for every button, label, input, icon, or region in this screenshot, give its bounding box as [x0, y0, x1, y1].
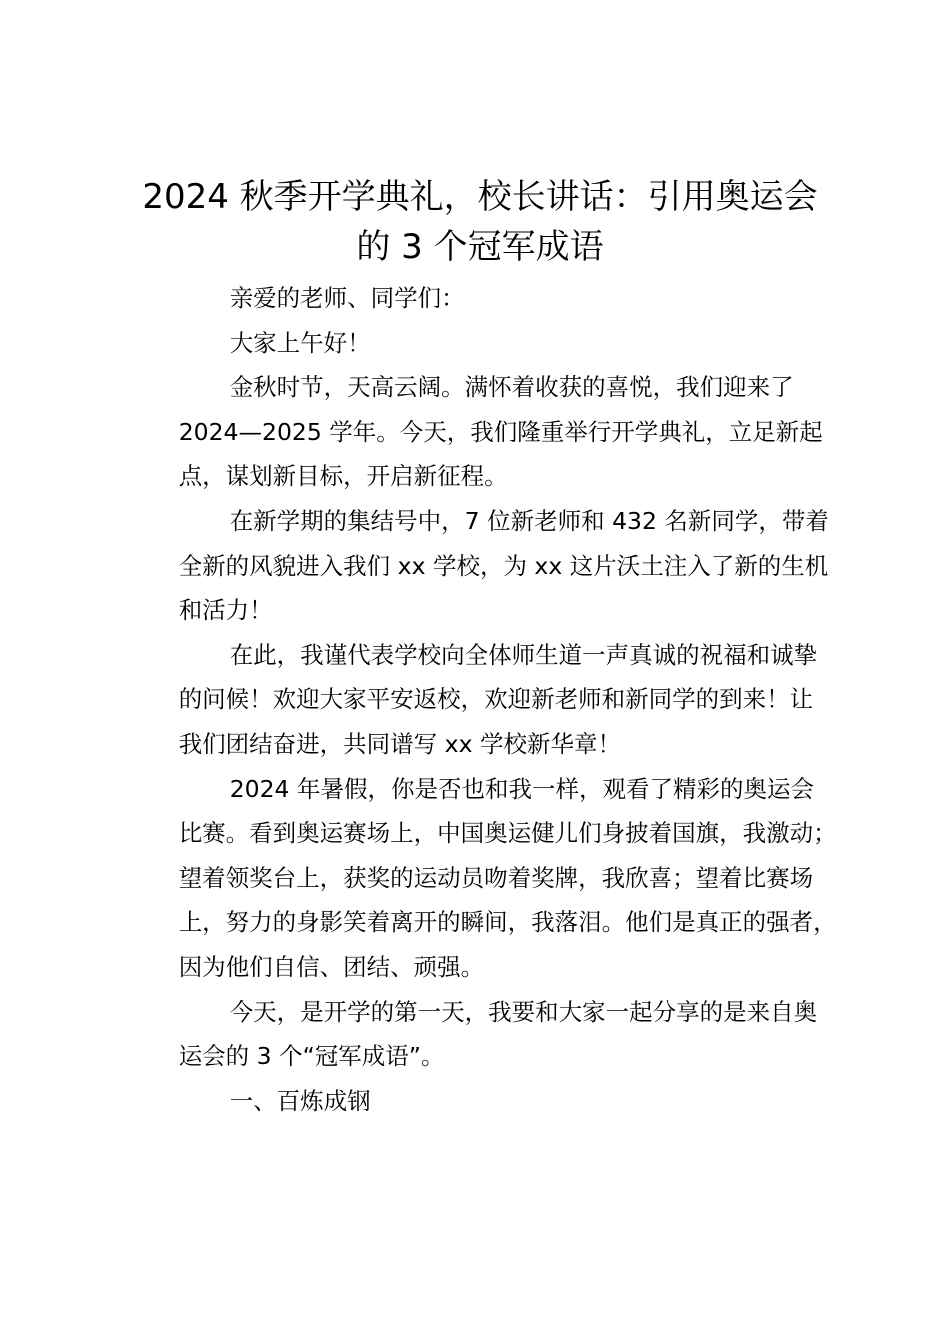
title-line: 的 3 个冠军成语 — [356, 227, 604, 267]
body-paragraph — [127, 365, 862, 499]
text-line: 大家上午好！ — [229, 328, 371, 357]
greeting-paragraph — [127, 276, 862, 321]
text-line: 在此，我谨代表学校向全体师生道一声真诚的祝福和诚挚 — [229, 640, 818, 669]
body-paragraph — [127, 990, 862, 1079]
text-line: 的问候！欢迎大家平安返校，欢迎新老师和新同学的到来！让 — [178, 685, 814, 714]
title-line: 2024 秋季开学典礼，校长讲话：引用奥运会 — [142, 177, 818, 217]
document-body — [127, 276, 862, 1123]
text-line: 2024 年暑假，你是否也和我一样，观看了精彩的奥运会 — [229, 774, 814, 803]
text-line: 和活力！ — [178, 596, 273, 625]
salutation-paragraph — [127, 321, 862, 366]
text-line: 比赛。看到奥运赛场上，中国奥运健儿们身披着国旗，我激动； — [178, 819, 837, 848]
text-line: 金秋时节，天高云阔。满怀着收获的喜悦，我们迎来了 — [229, 373, 794, 402]
body-paragraph — [127, 767, 862, 990]
body-paragraph — [127, 633, 862, 767]
text-line: 在新学期的集结号中，7 位新老师和 432 名新同学，带着 — [229, 506, 829, 535]
text-line: 因为他们自信、团结、顽强。 — [178, 952, 485, 981]
text-line: 全新的风貌进入我们 xx 学校，为 xx 这片沃土注入了新的生机 — [178, 551, 829, 580]
text-line: 亲爱的老师、同学们： — [229, 284, 465, 312]
text-line: 2024—2025 学年。今天，我们隆重举行开学典礼，立足新起 — [178, 417, 823, 446]
text-line: 运会的 3 个“冠军成语”。 — [178, 1042, 445, 1071]
body-paragraph — [127, 499, 862, 633]
text-line: 望着领奖台上，获奖的运动员吻着奖牌，我欣喜；望着比赛场 — [178, 863, 814, 892]
text-line: 今天，是开学的第一天，我要和大家一起分享的是来自奥 — [229, 997, 818, 1026]
text-line: 一、百炼成钢 — [229, 1086, 371, 1115]
text-line: 上，努力的身影笑着离开的瞬间，我落泪。他们是真正的强者， — [178, 908, 837, 937]
section-heading — [127, 1079, 862, 1124]
document-title — [110, 172, 850, 272]
text-line: 点，谋划新目标，开启新征程。 — [178, 462, 508, 491]
text-line: 我们团结奋进，共同谱写 xx 学校新华章！ — [178, 729, 621, 758]
